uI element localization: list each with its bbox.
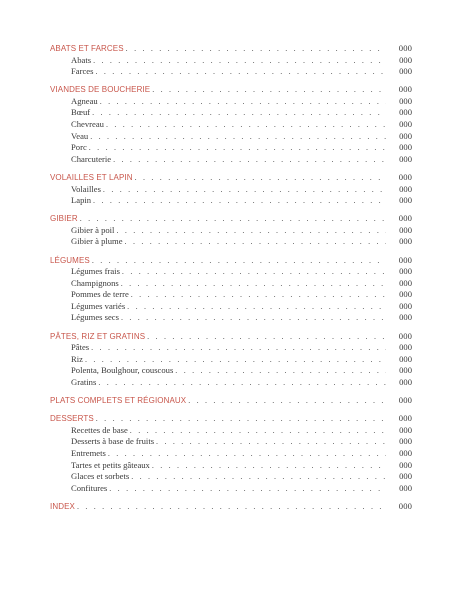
- dot-leader: [147, 331, 386, 343]
- entry-title: Volailles: [71, 183, 101, 194]
- dot-leader: [109, 483, 386, 495]
- page-number: 000: [398, 330, 412, 341]
- toc-section: [50, 84, 412, 165]
- dot-leader: [130, 425, 386, 437]
- dot-leader: [131, 289, 386, 301]
- toc-entry[interactable]: [50, 365, 412, 377]
- toc-entry[interactable]: [50, 312, 412, 324]
- entry-title: Polenta, Boulghour, couscous: [71, 365, 174, 376]
- toc-entry[interactable]: [50, 55, 412, 67]
- entry-title: Agneau: [71, 95, 98, 106]
- toc-entry[interactable]: [50, 342, 412, 354]
- page-number: 000: [399, 277, 412, 288]
- entry-title: Bœuf: [71, 107, 91, 118]
- page-number: 000: [399, 153, 412, 164]
- toc-entry[interactable]: [50, 236, 412, 248]
- page-number: 000: [398, 213, 412, 224]
- page-number: 000: [398, 413, 412, 424]
- dot-leader: [121, 278, 386, 290]
- entry-title: Légumes variés: [71, 300, 126, 311]
- toc-entry[interactable]: [50, 278, 412, 290]
- dot-leader: [108, 448, 386, 460]
- entry-title: Recettes de base: [71, 424, 128, 435]
- page-number: 000: [399, 312, 412, 323]
- page-number: 000: [399, 300, 412, 311]
- entry-title: Glaces et sorbets: [71, 471, 130, 482]
- page-number: 000: [398, 84, 412, 95]
- toc-section-heading[interactable]: [50, 331, 412, 343]
- dot-leader: [91, 342, 386, 354]
- entry-title: Charcuterie: [71, 153, 112, 164]
- toc-entry[interactable]: [50, 131, 412, 143]
- dot-leader: [152, 460, 386, 472]
- dot-leader: [121, 312, 386, 324]
- page-number: 000: [399, 195, 412, 206]
- toc-entry[interactable]: [50, 225, 412, 237]
- toc-entry[interactable]: [50, 154, 412, 166]
- toc-section-heading[interactable]: [50, 395, 412, 407]
- entry-title: Veau: [71, 130, 89, 141]
- toc-section: [50, 331, 412, 389]
- page-number: 000: [399, 224, 412, 235]
- entry-title: Confitures: [71, 482, 108, 493]
- toc-entry[interactable]: [50, 142, 412, 154]
- toc-entry[interactable]: [50, 184, 412, 196]
- section-title: GIBIER: [50, 214, 78, 224]
- dot-leader: [96, 413, 386, 425]
- entry-title: Porc: [71, 142, 87, 153]
- page-number: 000: [399, 436, 412, 447]
- page-number: 000: [399, 376, 412, 387]
- toc-entry[interactable]: [50, 66, 412, 78]
- section-title: PLATS COMPLETS ET RÉGIONAUX: [50, 396, 187, 406]
- toc-entry[interactable]: [50, 354, 412, 366]
- toc-entry[interactable]: [50, 107, 412, 119]
- toc-section-heading[interactable]: [50, 172, 412, 184]
- section-title: VOLAILLES ET LAPIN: [50, 172, 133, 182]
- entry-title: Gibier à poil: [71, 224, 115, 235]
- dot-leader: [113, 154, 386, 166]
- toc-section: [50, 43, 412, 78]
- page-number: 000: [399, 365, 412, 376]
- entry-title: Desserts à base de fruits: [71, 436, 155, 447]
- dot-leader: [85, 354, 386, 366]
- page-number: 000: [399, 482, 412, 493]
- page-number: 000: [399, 266, 412, 277]
- dot-leader: [95, 66, 386, 78]
- toc-entry[interactable]: [50, 377, 412, 389]
- dot-leader: [77, 501, 386, 513]
- dot-leader: [127, 301, 386, 313]
- page-number: 000: [399, 66, 412, 77]
- section-title: ABATS ET FARCES: [50, 44, 124, 53]
- section-title: INDEX: [50, 501, 75, 511]
- entry-title: Entremets: [71, 447, 106, 458]
- entry-title: Abats: [71, 54, 92, 65]
- section-title: VIANDES DE BOUCHERIE: [50, 85, 151, 95]
- entry-title: Pâtes: [71, 342, 90, 353]
- page-number: 000: [399, 353, 412, 364]
- toc-entry[interactable]: [50, 483, 412, 495]
- toc-entry[interactable]: [50, 289, 412, 301]
- page-number: 000: [399, 183, 412, 194]
- page-number: 000: [398, 395, 412, 406]
- page-number: 000: [398, 171, 412, 182]
- toc-section: [50, 213, 412, 248]
- page-number: 000: [399, 95, 412, 106]
- page-number: 000: [399, 471, 412, 482]
- dot-leader: [175, 365, 386, 377]
- toc-entry[interactable]: [50, 301, 412, 313]
- dot-leader: [93, 55, 386, 67]
- dot-leader: [135, 172, 386, 184]
- dot-leader: [156, 436, 386, 448]
- dot-leader: [106, 119, 386, 131]
- entry-title: Légumes secs: [71, 312, 119, 323]
- dot-leader: [188, 395, 386, 407]
- toc-section-heading[interactable]: [50, 255, 412, 267]
- entry-title: Chevreau: [71, 119, 104, 130]
- section-title: LÉGUMES: [50, 255, 90, 265]
- page-number: 000: [399, 289, 412, 300]
- entry-title: Champignons: [71, 277, 119, 288]
- toc-section: [50, 172, 412, 207]
- toc-section: [50, 501, 412, 513]
- dot-leader: [122, 266, 386, 278]
- page-number: 000: [399, 54, 412, 65]
- toc-section-heading[interactable]: [50, 213, 412, 225]
- dot-leader: [92, 255, 386, 267]
- dot-leader: [100, 96, 386, 108]
- page-number: 000: [398, 500, 412, 511]
- toc-section: [50, 255, 412, 325]
- toc-entry[interactable]: [50, 460, 412, 472]
- page-number: 000: [399, 107, 412, 118]
- toc-entry[interactable]: [50, 471, 412, 483]
- dot-leader: [125, 236, 386, 248]
- page-number: 000: [399, 447, 412, 458]
- toc-section-heading[interactable]: [50, 501, 412, 513]
- page-number: 000: [399, 119, 412, 130]
- entry-title: Gratins: [71, 376, 97, 387]
- toc-entry[interactable]: [50, 425, 412, 437]
- page-number: 000: [399, 130, 412, 141]
- page-number: 000: [398, 254, 412, 265]
- toc-section: [50, 395, 412, 407]
- dot-leader: [103, 184, 386, 196]
- dot-leader: [93, 195, 386, 207]
- toc-entry[interactable]: [50, 96, 412, 108]
- toc-entry[interactable]: [50, 195, 412, 207]
- toc-section-heading[interactable]: [50, 43, 412, 55]
- page-number: 000: [399, 459, 412, 470]
- toc-entry[interactable]: [50, 436, 412, 448]
- toc-section-heading[interactable]: [50, 84, 412, 96]
- page-number: 000: [398, 43, 412, 53]
- dot-leader: [98, 377, 386, 389]
- dot-leader: [152, 84, 386, 96]
- page-number: 000: [399, 236, 412, 247]
- toc-entry[interactable]: [50, 266, 412, 278]
- dot-leader: [92, 107, 386, 119]
- entry-title: Légumes frais: [71, 266, 120, 277]
- toc-entry[interactable]: [50, 448, 412, 460]
- dot-leader: [126, 43, 386, 55]
- entry-title: Tartes et petits gâteaux: [71, 459, 150, 470]
- entry-title: Riz: [71, 353, 83, 364]
- page-number: 000: [399, 342, 412, 353]
- entry-title: Pommes de terre: [71, 289, 129, 300]
- dot-leader: [89, 142, 386, 154]
- toc-section-heading[interactable]: [50, 413, 412, 425]
- entry-title: Farces: [71, 66, 94, 77]
- page-number: 000: [399, 424, 412, 435]
- entry-title: Gibier à plume: [71, 236, 123, 247]
- dot-leader: [80, 213, 386, 225]
- entry-title: Lapin: [71, 195, 92, 206]
- toc-section: [50, 413, 412, 494]
- dot-leader: [90, 131, 386, 143]
- section-title: PÂTES, RIZ ET GRATINS: [50, 331, 146, 341]
- dot-leader: [116, 225, 386, 237]
- section-title: DESSERTS: [50, 414, 94, 424]
- dot-leader: [131, 471, 386, 483]
- table-of-contents: [50, 43, 412, 519]
- page-number: 000: [399, 142, 412, 153]
- toc-entry[interactable]: [50, 119, 412, 131]
